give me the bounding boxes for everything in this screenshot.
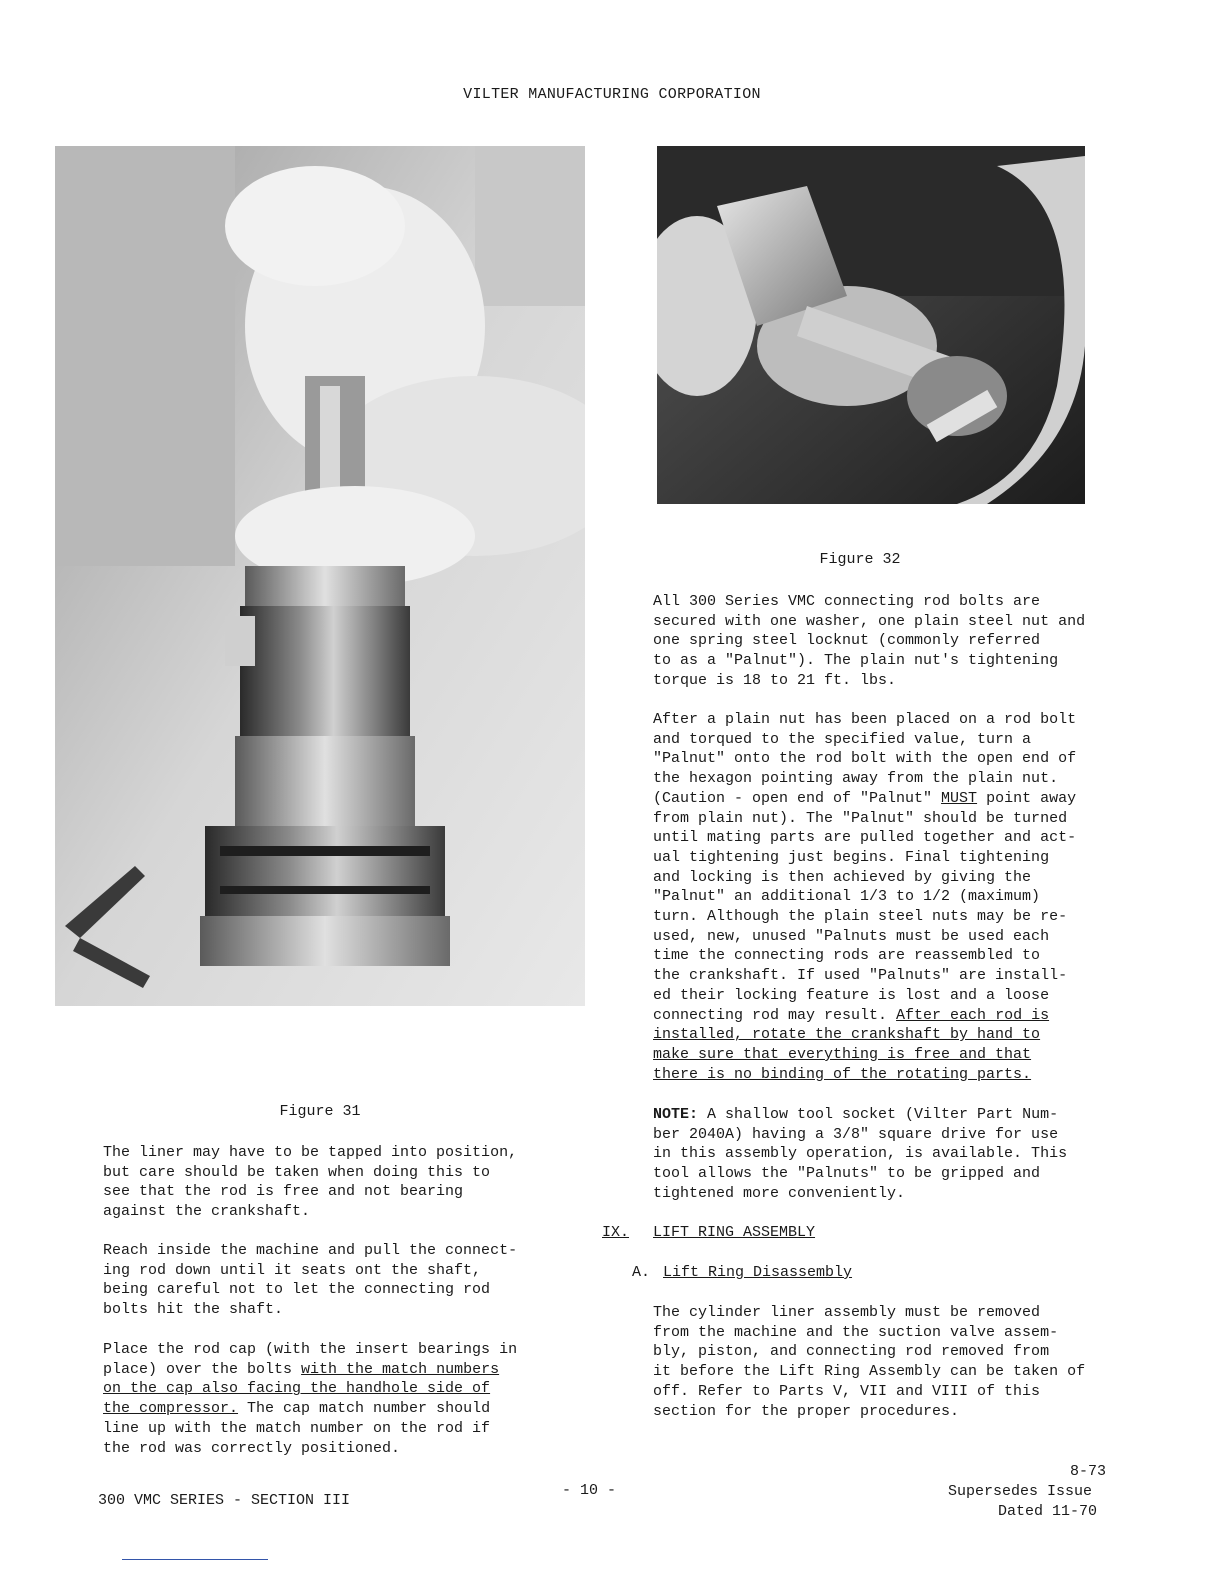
figure-31-caption: Figure 31 xyxy=(279,1103,361,1120)
page-header: VILTER MANUFACTURING CORPORATION xyxy=(463,86,761,103)
figure-32-caption: Figure 32 xyxy=(819,551,901,568)
right-paragraph-2 xyxy=(653,710,1173,1084)
figure-32-illustration xyxy=(657,146,1085,504)
left-p3-text-a: Place the rod cap (with the insert bearings in place) over the bolts xyxy=(103,1341,518,1378)
left-paragraph-2: Reach inside the machine and pull the connect- ing rod down until it seats ont the shaft, being careful not to let the connecting rod bolts hit the shaft. xyxy=(103,1242,518,1319)
figure-31-photo xyxy=(55,146,585,1006)
note-paragraph xyxy=(653,1105,1173,1204)
right-p2-underlined: After each rod is installed, rotate the crankshaft by hand to make sure that everything is free and that there is no binding of the rotating parts. xyxy=(653,1006,1050,1083)
figure-32-photo xyxy=(657,146,1085,504)
footer-date-code: 8-73 xyxy=(1070,1463,1107,1480)
bottom-rule xyxy=(122,1559,268,1560)
subsection-letter: A. xyxy=(632,1264,651,1281)
right-paragraph-3: The cylinder liner assembly must be removed from the machine and the suction valve assem- bly, piston, and connecting rod removed from it before the Lift Ring Assembly can be taken of off. Refer to Parts V, VII and VIII of this section for the proper procedures. xyxy=(653,1304,1086,1420)
left-paragraph-1: The liner may have to be tapped into position, but care should be taken when doing this to see that the rod is free and not bearing against the crankshaft. xyxy=(103,1144,518,1221)
footer-dated: Dated 11-70 xyxy=(998,1503,1098,1520)
left-p3-underlined: with the match numbers on the cap also facing the handhole side of the compressor. xyxy=(103,1360,500,1418)
left-paragraph-3 xyxy=(103,1340,583,1458)
footer-supersedes: Supersedes Issue xyxy=(948,1483,1093,1500)
note-text: A shallow tool socket (Vilter Part Num- ber 2040A) having a 3/8" square drive for use in this assembly operation, is available. This tool allows the "Palnuts" to be gripped and tightened more conveniently. xyxy=(653,1106,1068,1202)
must-emphasis: MUST xyxy=(941,789,978,807)
page-number: - 10 - xyxy=(562,1482,617,1499)
footer-series: 300 VMC SERIES - SECTION III xyxy=(98,1492,351,1509)
figure-31-illustration xyxy=(55,146,585,1006)
right-p2-text-a: After a plain nut has been placed on a rod bolt and torqued to the specified value, turn a "Palnut" onto the rod bolt with the open end of the hexagon pointing away from the plain nut. (Caution - open end of "Palnut" xyxy=(653,711,1077,807)
right-p2-text-b: point away from plain nut). The "Palnut" should be turned until mating parts are pulled together and act- ual tightening just begins. Final tightening and locking is then achieved by giving the "Palnut" an additional 1/3 to 1/2 (maximum) turn. Although the plain steel nuts may be re- used, new, unused "Palnuts must be used each time the connecting rods are reassembled to the crankshaft. If used "Palnuts" are install- ed their locking feature is lost and a loose connecting rod may result. xyxy=(653,789,1077,1024)
section-number: IX. xyxy=(602,1224,630,1241)
subsection-title: Lift Ring Disassembly xyxy=(663,1264,853,1281)
note-label: NOTE: xyxy=(653,1106,699,1123)
section-title: LIFT RING ASSEMBLY xyxy=(653,1224,816,1241)
right-paragraph-1: All 300 Series VMC connecting rod bolts are secured with one washer, one plain steel nut and one spring steel locknut (commonly referred to as a "Palnut"). The plain nut's tightening torque is 18 to 21 ft. lbs. xyxy=(653,593,1086,689)
left-p3-text-b: The cap match number should line up with the match number on the rod if the rod was correctly positioned. xyxy=(103,1400,491,1457)
